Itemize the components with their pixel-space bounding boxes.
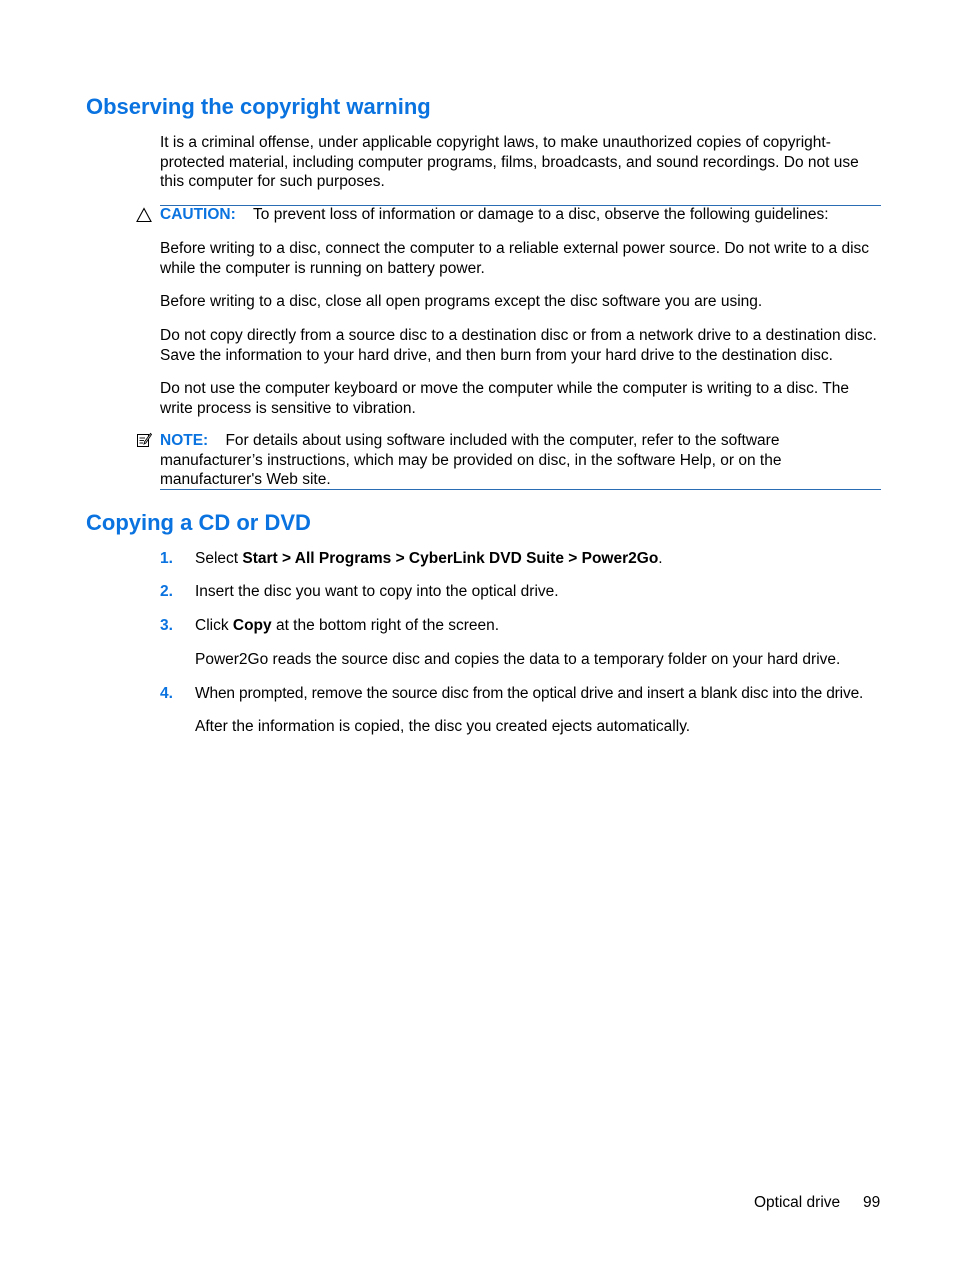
step-text: When prompted, remove the source disc from the optical drive and insert a blank disc into the drive. xyxy=(195,685,864,702)
caution-guideline: Before writing to a disc, connect the computer to a reliable external power source. Do not write to a disc while the computer is running on battery power. xyxy=(160,240,870,277)
step-text-prefix: Select xyxy=(195,550,243,567)
note-pad-icon xyxy=(136,432,152,448)
caution-guideline: Before writing to a disc, close all open programs except the disc software you are using. xyxy=(160,293,763,310)
step-text xyxy=(195,549,885,569)
step-text-suffix: at the bottom right of the screen. xyxy=(271,617,500,634)
caution-guideline: Do not use the computer keyboard or move the computer while the computer is writing to a disc. The write process is sensitive to vibration. xyxy=(160,380,849,417)
caution-text: To prevent loss of information or damage to a disc, observe the following guidelines: xyxy=(253,206,829,223)
step-number: 1. xyxy=(160,550,173,567)
step-text xyxy=(195,616,885,636)
step-command-name: Copy xyxy=(232,617,272,634)
step-number: 4. xyxy=(160,685,173,702)
section-heading-copyright-warning: Observing the copyright warning xyxy=(86,94,431,119)
step-text: Insert the disc you want to copy into the optical drive. xyxy=(195,583,559,600)
note-label: NOTE: xyxy=(160,432,209,449)
note-text: For details about using software included with the computer, refer to the software manufacturer’s instructions, which may be provided on disc, in the software Help, or on the manufacturer's Web site. xyxy=(160,432,782,488)
footer-section-title: Optical drive xyxy=(754,1194,841,1211)
warning-triangle-icon xyxy=(136,207,152,223)
caution-guideline: Do not copy directly from a source disc to a destination disc or from a network drive to a destination disc. Save the information to your hard drive, and then burn from your hard drive to the destination disc. xyxy=(160,327,877,364)
step-text-suffix: . xyxy=(658,550,663,567)
caution-label: CAUTION: xyxy=(160,206,236,223)
copyright-intro-paragraph: It is a criminal offense, under applicable copyright laws, to make unauthorized copies of copyright-protected material, including computer programs, films, broadcasts, and sound recordings. Do not use this computer for such purposes. xyxy=(160,134,859,190)
caution-paragraph xyxy=(160,205,882,225)
step-number: 2. xyxy=(160,583,173,600)
step-number: 3. xyxy=(160,617,173,634)
step-menu-path: Start > All Programs > CyberLink DVD Suite > Power2Go xyxy=(242,550,659,567)
section-heading-copying-cd-dvd: Copying a CD or DVD xyxy=(86,510,311,535)
step-text-prefix: Click xyxy=(195,617,233,634)
note-bottom-rule xyxy=(160,489,881,490)
page-number: 99 xyxy=(863,1194,881,1211)
note-paragraph xyxy=(160,431,882,490)
step-followup: Power2Go reads the source disc and copies the data to a temporary folder on your hard drive. xyxy=(195,651,841,668)
step-followup: After the information is copied, the disc you created ejects automatically. xyxy=(195,718,691,735)
